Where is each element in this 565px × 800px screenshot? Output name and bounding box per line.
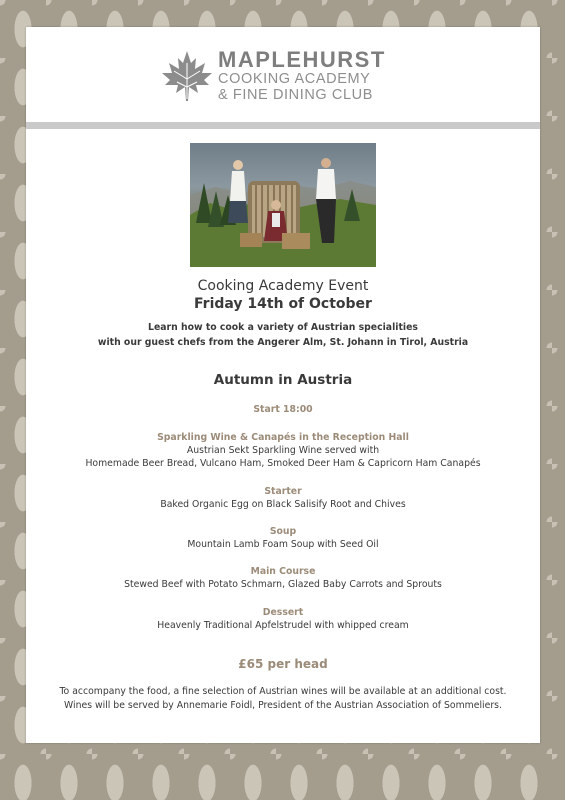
start-time: Start 18:00 <box>253 404 313 415</box>
starter-dish: Baked Organic Egg on Black Salisify Root and Chives <box>160 499 406 510</box>
main-course-heading: Main Course <box>250 566 316 577</box>
intro-line-2: with our guest chefs from the Angerer Alm, St. Johann in Tirol, Austria <box>97 337 469 348</box>
soup-dish: Mountain Lamb Foam Soup with Seed Oil <box>187 539 379 550</box>
brand-name: MAPLEHURST <box>218 47 386 72</box>
event-date: Friday 14th of October <box>194 296 372 312</box>
event-title: Cooking Academy Event <box>197 278 369 294</box>
brand-line-1: COOKING ACADEMY <box>218 71 371 87</box>
header-divider <box>26 122 540 129</box>
reception-line-1: Austrian Sekt Sparkling Wine served with <box>186 445 380 456</box>
menu-theme: Autumn in Austria <box>213 372 353 388</box>
maple-leaf-logo-icon <box>160 49 214 103</box>
price: £65 per head <box>238 657 328 671</box>
header <box>26 27 540 122</box>
brand-line-2: & FINE DINING CLUB <box>218 87 374 103</box>
brand-block <box>218 49 386 103</box>
starter-heading: Starter <box>264 486 302 497</box>
reception-heading: Sparkling Wine & Canapés in the Reception Hall <box>157 432 409 443</box>
intro-line-1: Learn how to cook a variety of Austrian specialities <box>148 322 418 333</box>
main-course-dish: Stewed Beef with Potato Schmarn, Glazed Baby Carrots and Sprouts <box>124 579 442 590</box>
footer-line-2: Wines will be served by Annemarie Foidl, President of the Austrian Association of Sommeliers. <box>64 700 502 711</box>
soup-heading: Soup <box>269 526 297 537</box>
dessert-dish: Heavenly Traditional Apfelstrudel with whipped cream <box>157 620 409 631</box>
chefs-photo <box>190 143 376 267</box>
reception-line-2: Homemade Beer Bread, Vulcano Ham, Smoked Deer Ham & Capricorn Ham Canapés <box>85 458 481 469</box>
dessert-heading: Dessert <box>262 607 304 618</box>
footer-line-1: To accompany the food, a fine selection of Austrian wines will be available at an additional cost. <box>59 686 507 697</box>
flyer-card <box>26 27 540 743</box>
